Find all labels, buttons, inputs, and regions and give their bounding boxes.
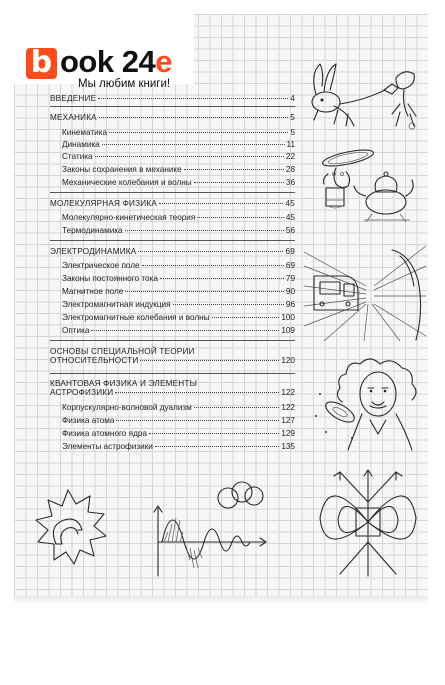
toc-page: 127 <box>281 416 295 425</box>
toc-title-line1: ОСНОВЫ СПЕЦИАЛЬНОЙ ТЕОРИИ <box>50 347 195 356</box>
toc-entry-relativity[interactable] <box>50 347 295 365</box>
toc-page: 129 <box>281 429 295 438</box>
train-tunnel-illustration <box>304 246 426 341</box>
toc-page: 100 <box>281 313 295 322</box>
toc-entry-quantum[interactable] <box>50 379 295 397</box>
magnetic-field-illustration <box>312 462 424 584</box>
toc-entry-thermodynamics[interactable] <box>62 226 295 235</box>
toc-page: 120 <box>281 356 295 365</box>
toc-page: 45 <box>285 213 295 222</box>
toc-entry-astrophysics[interactable] <box>62 442 295 451</box>
brand-logo[interactable] <box>14 14 194 90</box>
einstein-galaxy-illustration <box>312 354 428 454</box>
book-page <box>14 14 428 599</box>
toc-entry-magnetic-field[interactable] <box>62 287 295 296</box>
toc-title-line2: ОТНОСИТЕЛЬНОСТИ <box>50 356 139 365</box>
toc-page: 79 <box>285 274 295 283</box>
toc-entry-dynamics[interactable] <box>62 140 295 149</box>
page-bottom-edge <box>14 596 428 604</box>
toc-entry-duality[interactable] <box>62 403 295 412</box>
logo-wordmark: ook 24е <box>60 44 172 79</box>
toc-title: Молекулярно-кинетическая теория <box>62 213 196 222</box>
toc-page: 90 <box>285 287 295 296</box>
toc-title-line1: КВАНТОВАЯ ФИЗИКА И ЭЛЕМЕНТЫ <box>50 379 198 388</box>
toc-entry-nucleus[interactable] <box>62 429 295 438</box>
toc-entry-mechanics[interactable] <box>50 113 295 122</box>
toc-page: 122 <box>281 388 295 397</box>
toc-page: 122 <box>281 403 295 412</box>
toc-page: 5 <box>290 113 295 122</box>
toc-title: Законы сохранения в механике <box>62 165 182 174</box>
toc-title: Динамика <box>62 140 100 149</box>
section-divider <box>50 373 295 374</box>
toc-entry-intro[interactable] <box>50 94 295 103</box>
magnet-starburst-illustration <box>22 486 114 576</box>
wave-graph-illustration <box>144 472 268 582</box>
toc-title: Элементы астрофизики <box>62 442 153 451</box>
toc-title: Кинематика <box>62 128 108 137</box>
donkey-rope-illustration <box>304 54 424 134</box>
toc-entry-molecular[interactable] <box>50 199 295 208</box>
toc-page: 69 <box>285 261 295 270</box>
section-divider <box>50 340 295 341</box>
toc-title: Статика <box>62 152 93 161</box>
toc-title: Электрическое поле <box>62 261 140 270</box>
toc-page: 5 <box>290 128 295 137</box>
toc-page: 96 <box>285 300 295 309</box>
brand-tagline: Мы любим книги! <box>78 78 171 90</box>
toc-page: 109 <box>281 326 295 335</box>
section-divider <box>50 240 295 241</box>
toc-page: 22 <box>285 152 295 161</box>
toc-title: МОЛЕКУЛЯРНАЯ ФИЗИКА <box>50 199 157 208</box>
toc-title: Физика атома <box>62 416 115 425</box>
section-divider <box>50 106 295 107</box>
toc-entry-atom[interactable] <box>62 416 295 425</box>
toc-entry-conservation[interactable] <box>62 165 295 174</box>
toc-page: 4 <box>290 94 295 103</box>
toc-page: 69 <box>285 247 295 256</box>
toc-title: Оптика <box>62 326 90 335</box>
toc-title: Электромагнитная индукция <box>62 300 171 309</box>
toc-page: 36 <box>285 178 295 187</box>
toc-page: 135 <box>281 442 295 451</box>
toc-entry-optics[interactable] <box>62 326 295 335</box>
toc-title: Термодинамика <box>62 226 123 235</box>
toc-entry-statics[interactable] <box>62 152 295 161</box>
toc-title: ЭЛЕКТРОДИНАМИКА <box>50 247 137 256</box>
toc-page: 11 <box>286 140 295 149</box>
toc-title: Физика атомного ядра <box>62 429 147 438</box>
toc-page: 28 <box>285 165 295 174</box>
toc-title: Корпускулярно-волновой дуализм <box>62 403 192 412</box>
toc-entry-mkt[interactable] <box>62 213 295 222</box>
section-divider <box>50 192 295 193</box>
logo-badge: b <box>26 48 57 79</box>
toc-title: Электромагнитные колебания и волны <box>62 313 210 322</box>
toc-title-line2: АСТРОФИЗИКИ <box>50 388 114 397</box>
toc-title: МЕХАНИКА <box>50 113 97 122</box>
toc-title: ВВЕДЕНИЕ <box>50 94 97 103</box>
kettle-steam-illustration <box>306 144 424 229</box>
toc-page: 45 <box>285 199 295 208</box>
toc-page: 56 <box>285 226 295 235</box>
toc-title: Магнитное поле <box>62 287 124 296</box>
toc-entry-dc-laws[interactable] <box>62 274 295 283</box>
toc-entry-kinematics[interactable] <box>62 128 295 137</box>
toc-title: Законы постоянного тока <box>62 274 158 283</box>
toc-entry-em-waves[interactable] <box>62 313 295 322</box>
toc-entry-electrodynamics[interactable] <box>50 247 295 256</box>
toc-title: Механические колебания и волны <box>62 178 192 187</box>
toc-entry-electric-field[interactable] <box>62 261 295 270</box>
toc-entry-mech-oscillations[interactable] <box>62 178 295 187</box>
toc-entry-induction[interactable] <box>62 300 295 309</box>
